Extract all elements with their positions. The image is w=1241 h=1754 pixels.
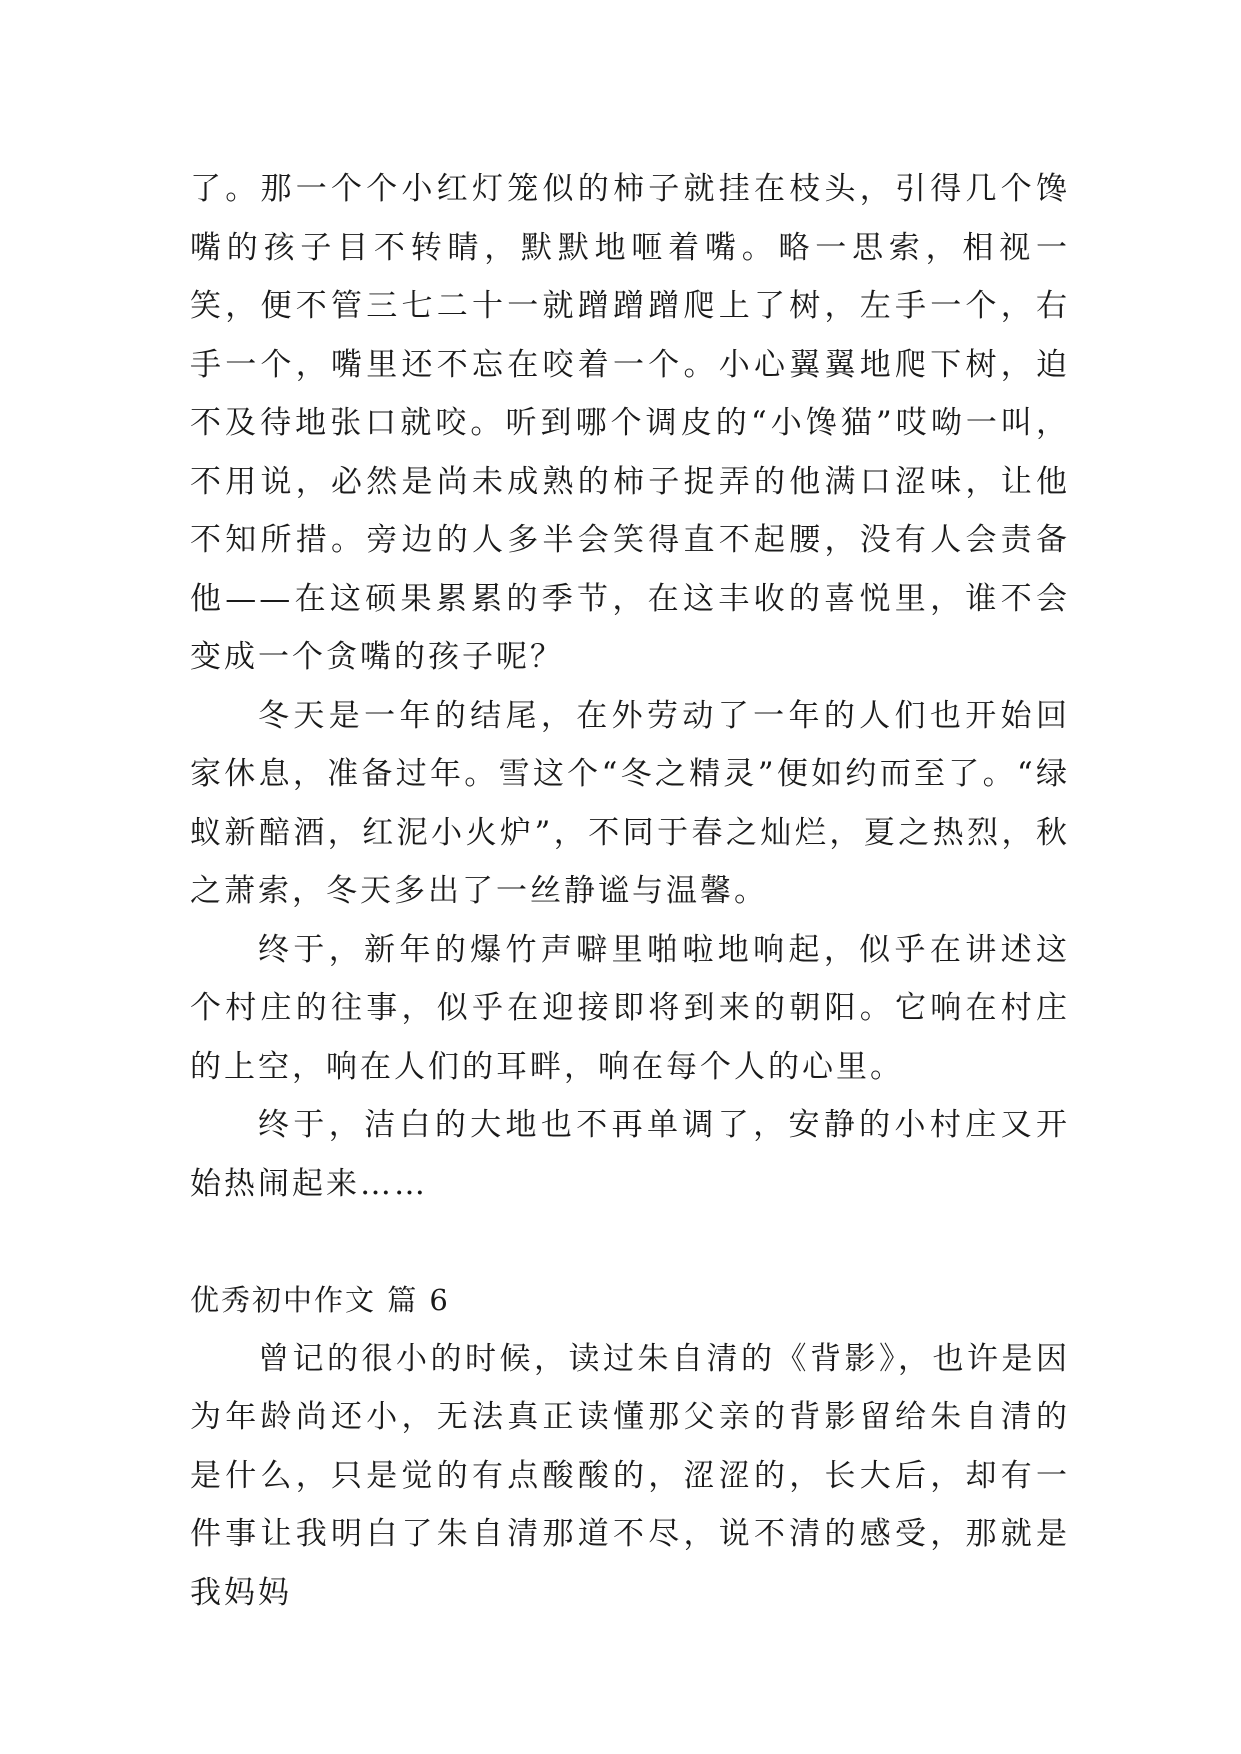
- paragraph-winter: 冬天是一年的结尾，在外劳动了一年的人们也开始回家休息，准备过年。雪这个“冬之精灵”便如约而至了。“绿蚁新醅酒，红泥小火炉”，不同于春之灿烂，夏之热烈，秋之萧索，冬天多出了一丝静谧与温馨。: [190, 697, 1070, 909]
- paragraph-lively-village: 终于，洁白的大地也不再单调了，安静的小村庄又开始热闹起来……: [190, 1107, 1070, 1202]
- paragraph-persimmon: 了。那一个个小红灯笼似的柿子就挂在枝头，引得几个馋嘴的孩子目不转睛，默默地咂着嘴。略一思索，相视一笑，便不管三七二十一就蹭蹭蹭爬上了树，左手一个，右手一个，嘴里还不忘在咬着一个。小心翼翼地爬下树，迫不及待地张口就咬。听到哪个调皮的“小馋猫”哎呦一叫，不用说，必然是尚未成熟的柿子捉弄的他满口涩味，让他不知所措。旁边的人多半会笑得直不起腰，没有人会责备他——在这硕果累累的季节，在这丰收的喜悦里，谁不会变成一个贪嘴的孩子呢？: [190, 171, 1070, 675]
- section-title: 优秀初中作文 篇 6: [190, 1283, 450, 1317]
- paragraph-back-view: 曾记的很小的时候，读过朱自清的《背影》，也许是因为年龄尚还小，无法真正读懂那父亲的背影留给朱自清的是什么，只是觉的有点酸酸的，涩涩的，长大后，却有一件事让我明白了朱自清那道不尽，说不清的感受，那就是我妈妈: [190, 1340, 1070, 1611]
- paragraph-firecrackers: 终于，新年的爆竹声噼里啪啦地响起，似乎在讲述这个村庄的往事，似乎在迎接即将到来的朝阳。它响在村庄的上空，响在人们的耳畔，响在每个人的心里。: [190, 931, 1070, 1085]
- document-body: [190, 160, 1070, 1622]
